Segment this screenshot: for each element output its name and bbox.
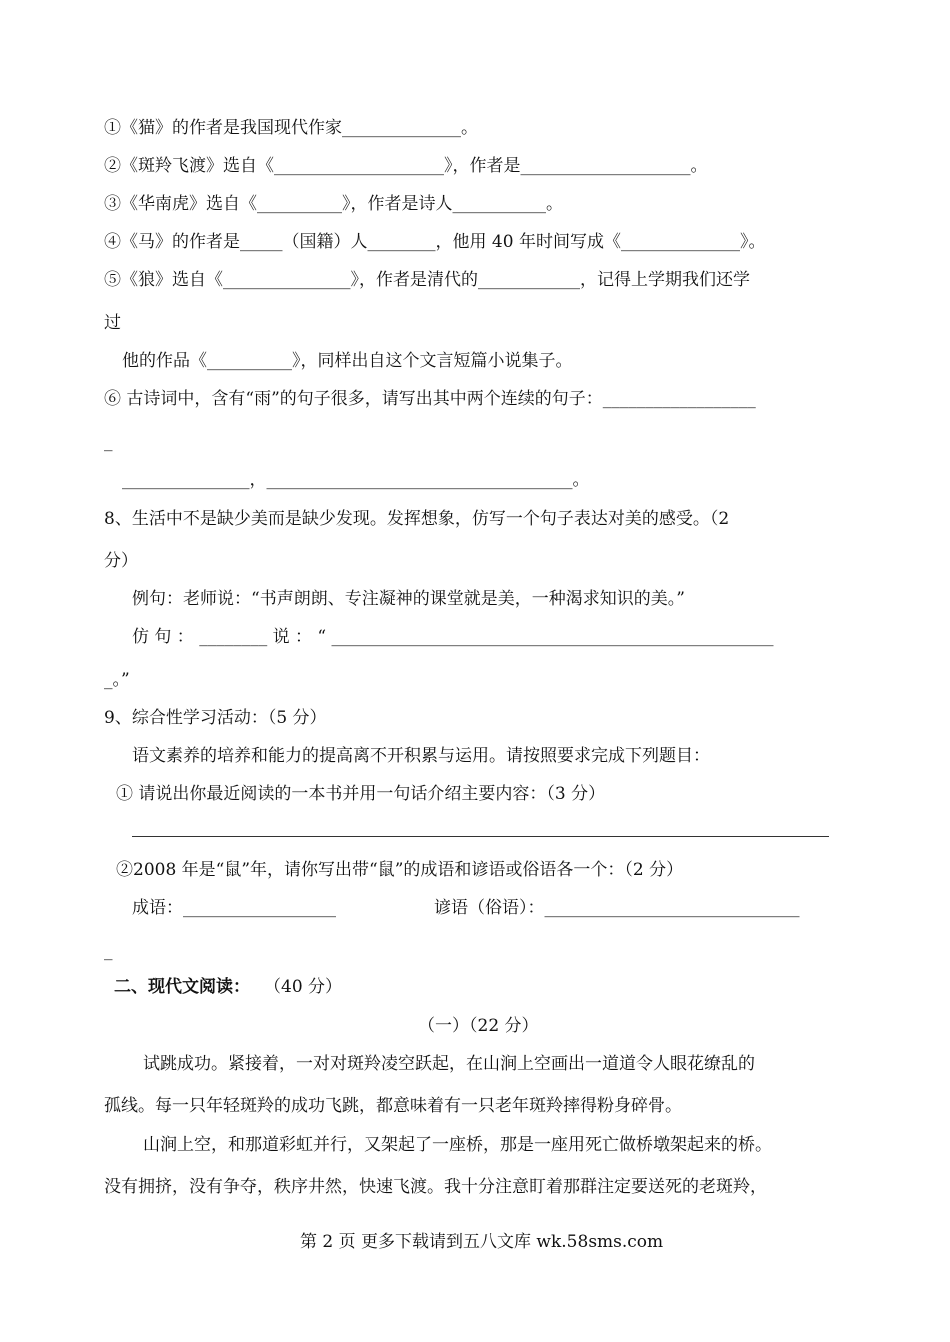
q8-imitate: 仿 句 ： ________ 说 ： “ ____________________________________________________ (132, 627, 774, 647)
q7-item5-line1: ⑤《狼》选自《_______________》，作者是清代的____________，记得上学期我们还学 (104, 270, 750, 290)
q9-title: 9、综合性学习活动：（5 分） (104, 708, 327, 728)
page-footer: 第 2 页 更多下载请到五八文库 wk.58sms.com (300, 1232, 664, 1252)
q7-item6-line2: _ (104, 432, 113, 452)
q9-proverb-field: 谚语（俗语）：______________________________ (434, 898, 800, 918)
passage-p2-line2: 没有拥挤，没有争夺，秩序井然，快速飞渡。我十分注意盯着那群注定要送死的老斑羚， (104, 1177, 767, 1197)
passage-p2-line1: 山涧上空，和那道彩虹并行，又架起了一座桥，那是一座用死亡做桥墩架起来的桥。 (143, 1135, 772, 1155)
passage-p1-line1: 试跳成功。紧接着，一对对斑羚凌空跃起，在山涧上空画出一道道令人眼花缭乱的 (143, 1054, 755, 1074)
q7-item1: ①《猫》的作者是我国现代作家______________。 (104, 118, 478, 138)
section2-part-title: （一）（22 分） (418, 1016, 539, 1036)
q8-title-line2: 分） (104, 551, 138, 571)
q7-item6-line1: ⑥ 古诗词中，含有“雨”的句子很多，请写出其中两个连续的句子：__________________ (104, 389, 756, 409)
section2-heading: 二、现代文阅读： (114, 977, 250, 997)
q7-item6-line3: _______________，____________________________________。 (122, 470, 590, 490)
q9-answer-line (132, 836, 829, 837)
q7-item4: ④《马》的作者是_____（国籍）人________，他用 40 年时间写成《______________》。 (104, 232, 766, 252)
q9-sub1: ① 请说出你最近阅读的一本书并用一句话介绍主要内容：（3 分） (116, 784, 606, 804)
q8-title-line1: 8、生活中不是缺少美而是缺少发现。发挥想象，仿写一个句子表达对美的感受。（2 (104, 509, 730, 529)
q9-dash: _ (104, 941, 113, 961)
q9-idiom-field: 成语：__________________ (132, 898, 336, 918)
q8-example: 例句：老师说：“书声朗朗、专注凝神的课堂就是美，一种渴求知识的美。” (132, 589, 685, 609)
section2-heading-score: （40 分） (264, 977, 343, 997)
q7-item3: ③《华南虎》选自《__________》，作者是诗人___________。 (104, 194, 563, 214)
passage-p1-line2: 孤线。每一只年轻斑羚的成功飞跳，都意味着有一只老年斑羚摔得粉身碎骨。 (104, 1096, 682, 1116)
q9-sub2: ②2008 年是“鼠”年，请你写出带“鼠”的成语和谚语或俗语各一个：（2 分） (116, 860, 684, 880)
q7-item5-line2: 过 (104, 313, 121, 333)
q7-item5-line3: 他的作品《__________》，同样出自这个文言短篇小说集子。 (122, 351, 573, 371)
q7-item2: ②《斑羚飞渡》选自《____________________》，作者是____________________。 (104, 156, 708, 176)
q9-intro: 语文素养的培养和能力的提高离不开积累与运用。请按照要求完成下列题目： (132, 746, 710, 766)
q8-imitate-end: _。” (104, 670, 130, 690)
